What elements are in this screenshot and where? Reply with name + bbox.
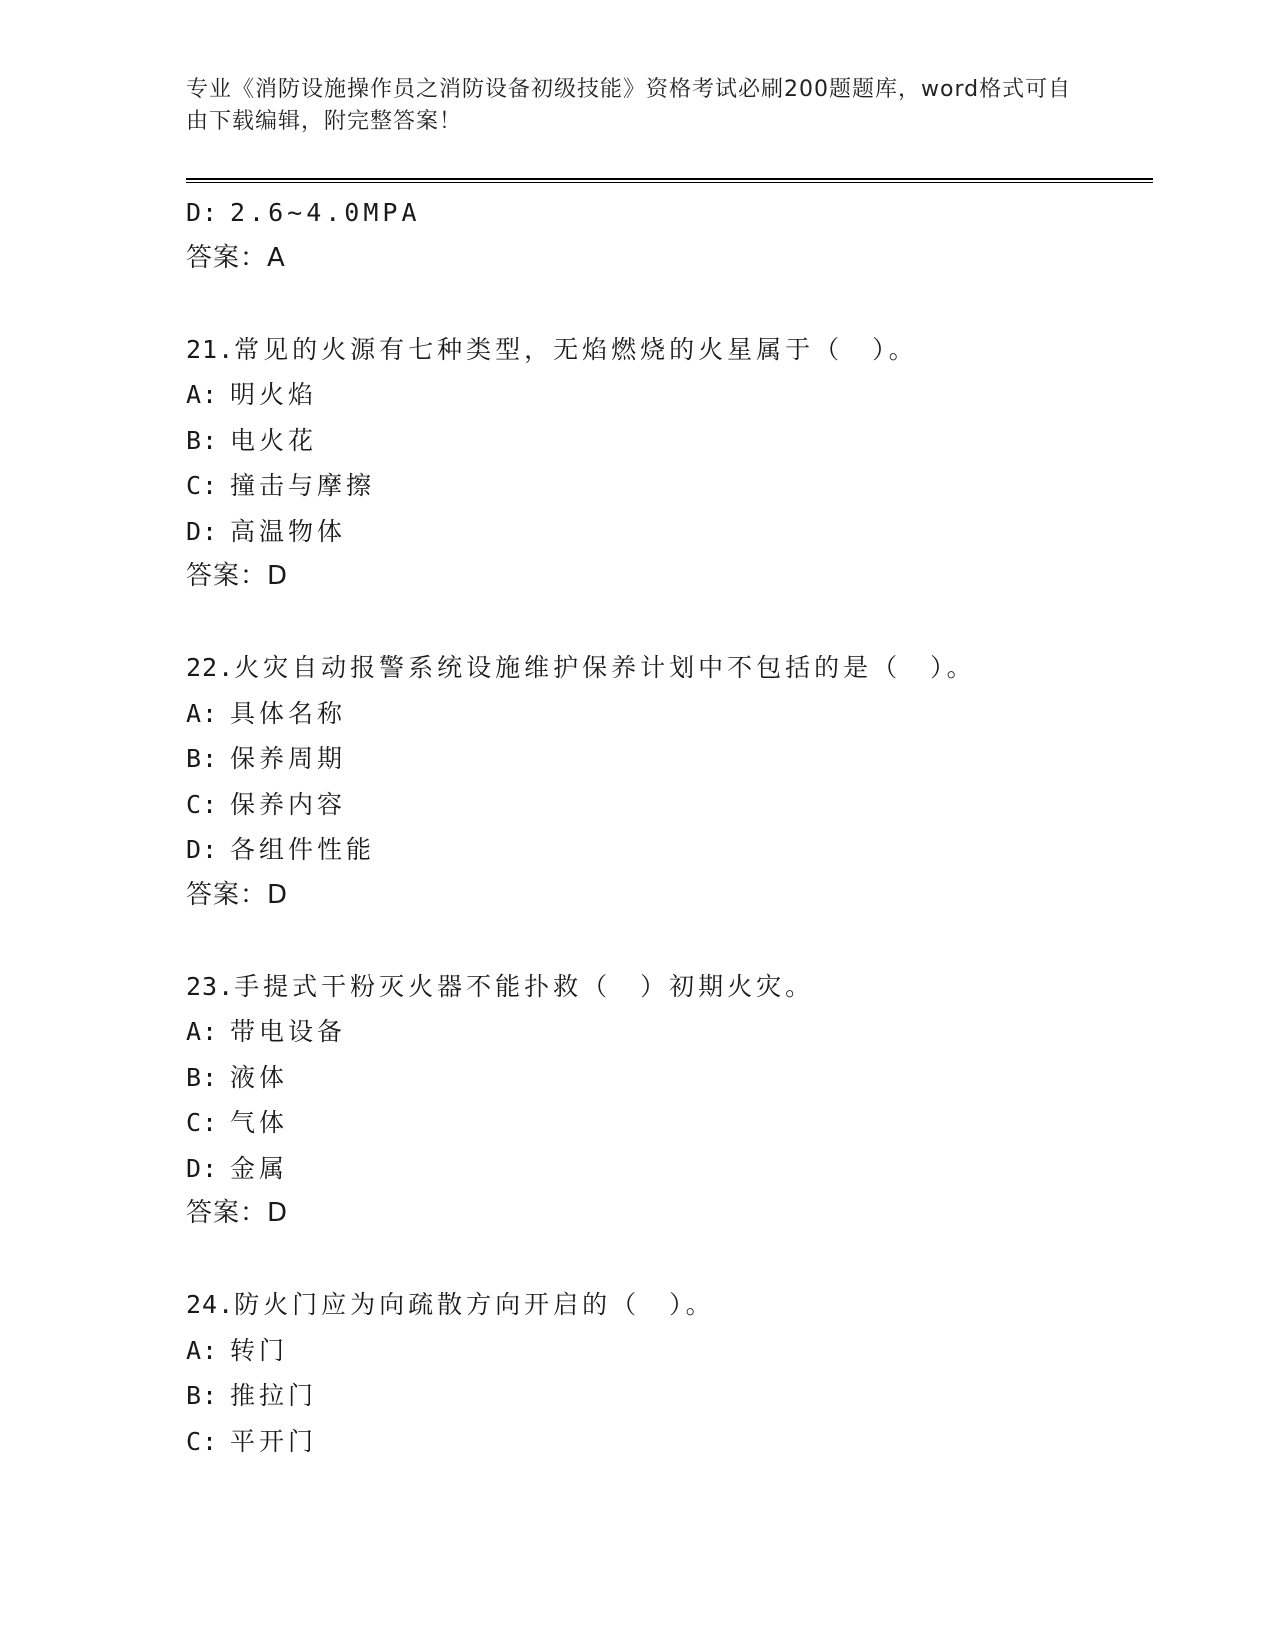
option-text: 带电设备 <box>230 1017 347 1046</box>
option-line <box>186 190 1186 236</box>
option-label: A: <box>186 1335 219 1365</box>
option-text: 平开门 <box>230 1426 318 1456</box>
option-label: C: <box>186 1426 219 1456</box>
option-text: 推拉门 <box>230 1381 318 1410</box>
header-divider-thin <box>186 182 1153 183</box>
question-text: 防火门应为向疏散方向开启的（ ）。 <box>234 1290 715 1319</box>
option-text: 转门 <box>230 1335 289 1365</box>
option-label: A: <box>186 380 219 409</box>
option-label: D: <box>186 835 219 864</box>
option-label: B: <box>186 744 219 773</box>
option-text: 撞击与摩擦 <box>230 471 376 500</box>
option-label: B: <box>186 425 219 455</box>
answer-line: 答案：D <box>186 879 289 910</box>
header-divider-thick <box>186 178 1153 180</box>
question-list <box>186 190 1186 1464</box>
option-line <box>186 736 1186 782</box>
question-line <box>186 645 1186 691</box>
question-text: 常见的火源有七种类型，无焰燃烧的火星属于（ ）。 <box>234 334 918 364</box>
question-line <box>186 964 1186 1010</box>
option-line <box>186 827 1186 873</box>
option-text: 气体 <box>230 1108 289 1137</box>
option-line <box>186 691 1186 737</box>
document-header: 专业《消防设施操作员之消防设备初级技能》资格考试必刷200题题库，word格式可自由下载编辑，附完整答案！ <box>186 77 1072 134</box>
option-label: C: <box>186 789 219 819</box>
option-text: 各组件性能 <box>230 835 376 864</box>
option-label: A: <box>186 1017 219 1046</box>
answer-line: 答案：D <box>186 1198 289 1228</box>
option-label: A: <box>186 698 219 728</box>
answer-line: 答案：D <box>186 561 289 591</box>
option-text: 保养周期 <box>230 744 347 773</box>
option-line <box>186 1009 1186 1055</box>
option-label: D: <box>186 516 219 546</box>
option-text: 保养内容 <box>230 789 347 819</box>
answer-line: 答案：A <box>186 242 286 273</box>
option-label: C: <box>186 471 219 500</box>
option-line <box>186 418 1186 464</box>
option-line <box>186 463 1186 509</box>
option-label: D: <box>186 1153 219 1183</box>
question-number: 24. <box>186 1290 235 1319</box>
option-label: B: <box>186 1381 219 1410</box>
question-number: 22. <box>186 653 235 682</box>
option-line <box>186 1373 1186 1419</box>
option-line <box>186 1419 1186 1465</box>
option-text: 金属 <box>230 1153 289 1183</box>
option-line <box>186 1100 1186 1146</box>
question-text: 手提式干粉灭火器不能扑救（ ）初期火灾。 <box>234 971 815 1001</box>
option-text: 高温物体 <box>230 516 347 546</box>
option-line <box>186 509 1186 555</box>
option-line <box>186 1055 1186 1101</box>
question-line <box>186 327 1186 373</box>
option-label: C: <box>186 1108 219 1137</box>
option-line <box>186 782 1186 828</box>
option-text: 电火花 <box>230 425 318 455</box>
option-line <box>186 372 1186 418</box>
option-line <box>186 1146 1186 1192</box>
option-text: 具体名称 <box>230 698 347 728</box>
option-text: 2.6~4.0MPA <box>230 198 421 227</box>
option-text: 液体 <box>230 1062 289 1092</box>
option-label: D: <box>186 198 219 227</box>
option-label: B: <box>186 1062 219 1092</box>
question-number: 21. <box>186 334 235 364</box>
question-line <box>186 1282 1186 1328</box>
question-number: 23. <box>186 971 235 1001</box>
option-line <box>186 1328 1186 1374</box>
option-text: 明火焰 <box>230 380 318 409</box>
question-text: 火灾自动报警系统设施维护保养计划中不包括的是（ ）。 <box>234 653 976 682</box>
